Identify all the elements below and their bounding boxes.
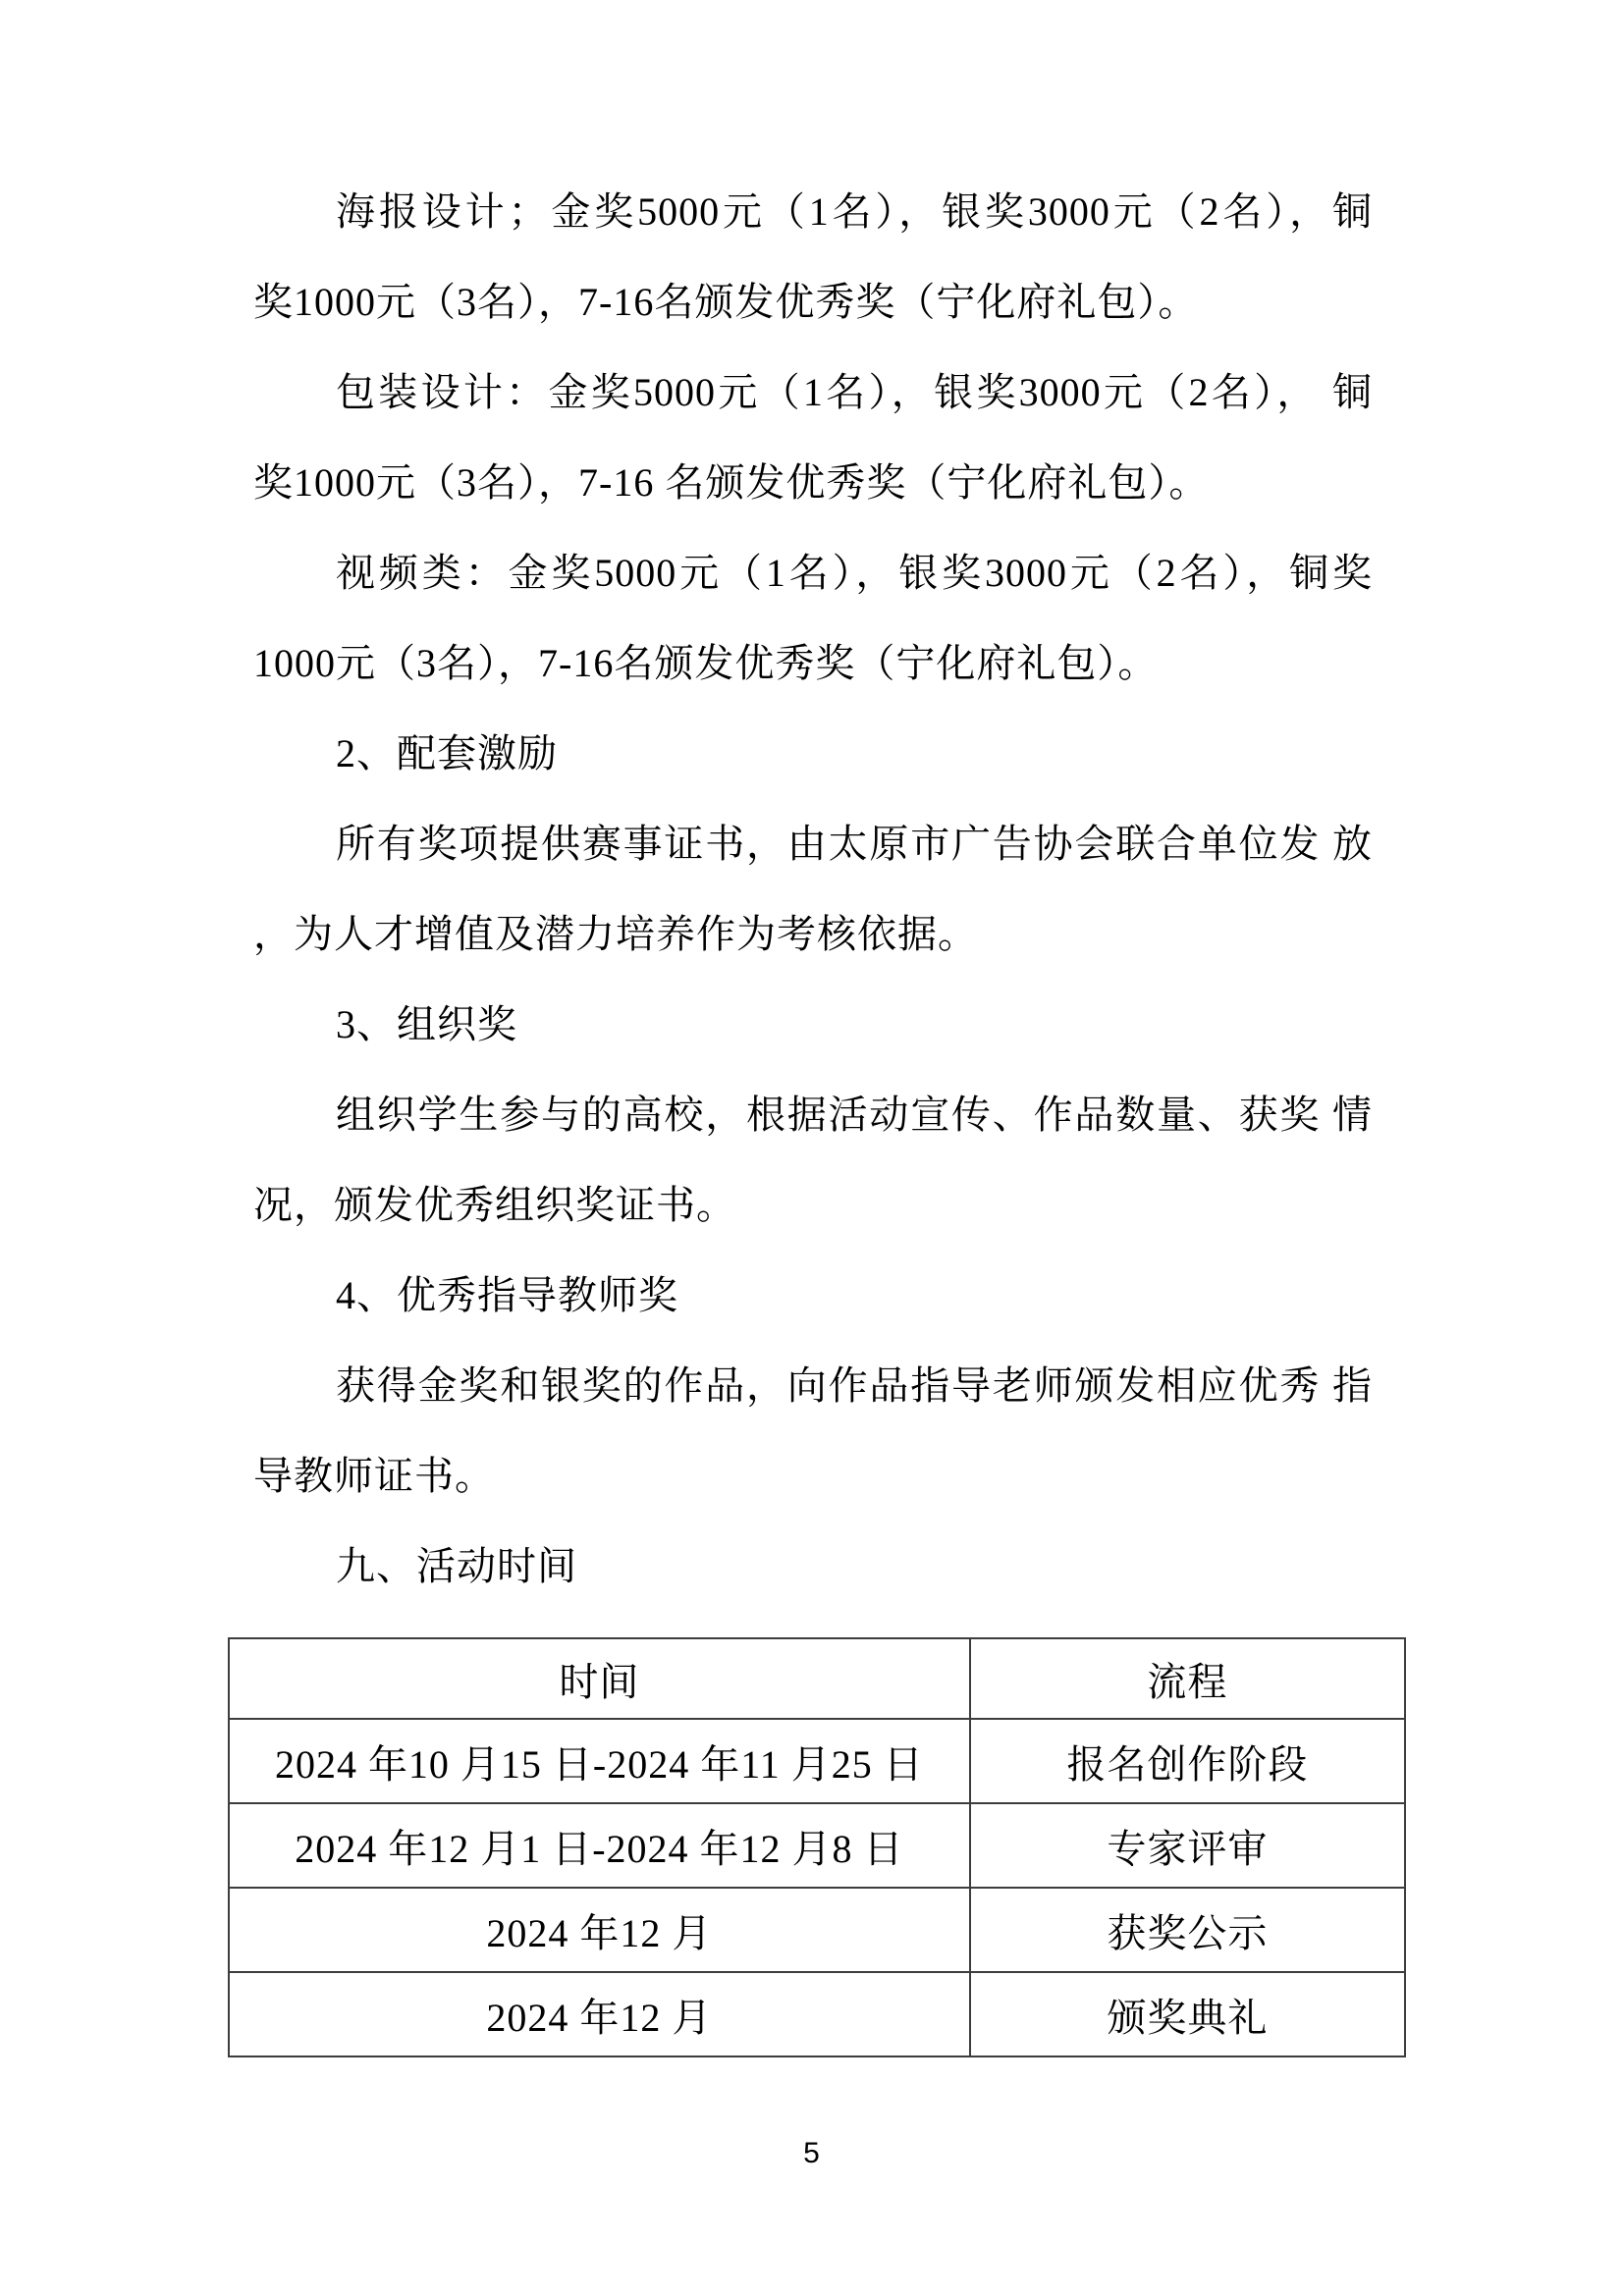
- doc-line: 1000元（3名），7-16名颁发优秀奖（宁化府礼包）。: [253, 641, 1159, 685]
- table-cell-flow: 专家评审: [970, 1803, 1405, 1888]
- doc-line: 包装设计：金奖5000元（1名），银奖3000元（2名）， 铜: [336, 370, 1373, 414]
- section-heading: 九、活动时间: [336, 1544, 577, 1588]
- section-heading: 4、优秀指导教师奖: [336, 1273, 678, 1317]
- doc-line: 奖1000元（3名），7-16 名颁发优秀奖（宁化府礼包）。: [253, 460, 1210, 505]
- doc-line: 导教师证书。: [253, 1454, 495, 1498]
- schedule-table: [228, 1637, 1406, 2057]
- doc-line: ，为人才增值及潜力培养作为考核依据。: [253, 912, 978, 956]
- table-cell-time: 2024 年10 月15 日-2024 年11 月25 日: [229, 1719, 970, 1803]
- doc-line: 奖1000元（3名），7-16名颁发优秀奖（宁化府礼包）。: [253, 280, 1199, 324]
- table-cell-time: 2024 年12 月: [229, 1888, 970, 1972]
- table-header-row: [229, 1638, 1405, 1719]
- table-row: [229, 1888, 1405, 1972]
- section-heading: 3、组织奖: [336, 1002, 517, 1046]
- table-row: [229, 1719, 1405, 1803]
- doc-line: 况，颁发优秀组织奖证书。: [253, 1183, 736, 1227]
- table-header-time: 时间: [229, 1638, 970, 1719]
- table-cell-flow: 获奖公示: [970, 1888, 1405, 1972]
- doc-line: 获得金奖和银奖的作品，向作品指导老师颁发相应优秀 指: [336, 1363, 1373, 1408]
- table-header-flow: 流程: [970, 1638, 1405, 1719]
- doc-line: 所有奖项提供赛事证书，由太原市广告协会联合单位发 放: [336, 822, 1373, 866]
- table-row: [229, 1972, 1405, 2056]
- page-number: 5: [803, 2137, 820, 2169]
- table-cell-flow: 颁奖典礼: [970, 1972, 1405, 2056]
- doc-line: 视频类：金奖5000元（1名），银奖3000元（2名），铜奖: [336, 551, 1373, 595]
- table-row: [229, 1803, 1405, 1888]
- section-heading: 2、配套激励: [336, 731, 558, 775]
- table-cell-flow: 报名创作阶段: [970, 1719, 1405, 1803]
- doc-line: 组织学生参与的高校，根据活动宣传、作品数量、获奖 情: [336, 1093, 1373, 1137]
- table-cell-time: 2024 年12 月: [229, 1972, 970, 2056]
- table-cell-time: 2024 年12 月1 日-2024 年12 月8 日: [229, 1803, 970, 1888]
- doc-line: 海报设计；金奖5000元（1名），银奖3000元（2名），铜: [336, 189, 1373, 234]
